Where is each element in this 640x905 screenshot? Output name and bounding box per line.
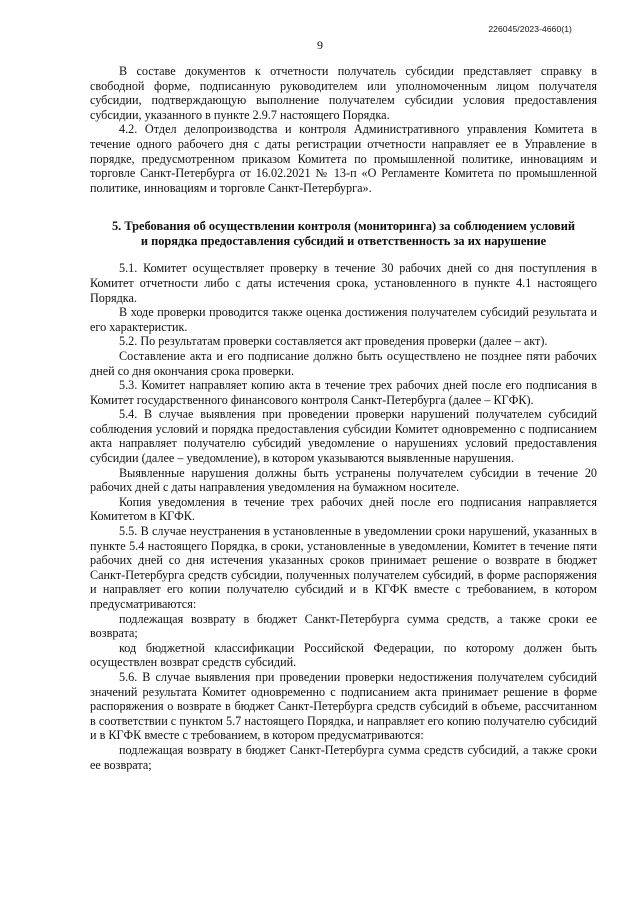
- paragraph-5-3: 5.3. Комитет направляет копию акта в течение трех рабочих дней после его подписания в Комитет государственного финансового контроля Санкт-Петербурга (далее – КГФК).: [90, 378, 597, 407]
- paragraph-5-6-item-amount: подлежащая возврату в бюджет Санкт-Петербурга сумма средств субсидий, а также сроки ее возврата;: [90, 742, 597, 772]
- page-number: 9: [317, 38, 323, 52]
- paragraph-5-2: 5.2. По результатам проверки составляется акт проведения проверки (далее – акт).: [119, 334, 548, 349]
- paragraph-5-1-evaluation: В ходе проверки проводится также оценка достижения получателем субсидий результата и его характеристик.: [90, 305, 597, 334]
- paragraph-4-2: 4.2. Отдел делопроизводства и контроля Административного управления Комитета в течение одного рабочего дня с даты регистрации отчетности направляет ее в Управление в порядке, предусмотренном приказом Комитета по промышленной политике, инновациям и торговле Санкт-Петербурга от 16.02.2021 № 13-п «О Регламенте Комитета по промышленной политике, инновациям и торговле Санкт-Петербурга».: [90, 122, 597, 195]
- paragraph-5-5-item-code: код бюджетной классификации Российской Федерации, по которому должен быть осуществлен возврат средств субсидий.: [90, 640, 597, 670]
- paragraph-5-4: 5.4. В случае выявления при проведении проверки нарушений получателем субсидий соблюдения условий и порядка предоставления субсидии Комитет одновременно с подписанием акта направляет получателю субсидий уведомление о нарушениях условий предоставления субсидии (далее – уведомление), в котором указываются выявленные нарушения.: [90, 407, 597, 466]
- paragraph-5-4-remedy: Выявленные нарушения должны быть устранены получателем субсидии в течение 20 рабочих дней с даты направления уведомления на бумажном носителе.: [90, 465, 597, 495]
- paragraph-5-2-deadline: Составление акта и его подписание должно быть осуществлено не позднее пяти рабочих дней со дня окончания срока проверки.: [90, 348, 597, 378]
- paragraph-5-4-copy: Копия уведомления в течение трех рабочих дней после его подписания направляется Комитетом в КГФК.: [90, 494, 597, 524]
- document-id: 226045/2023-4660(1): [488, 24, 572, 34]
- document-body: [90, 64, 597, 772]
- section-5-heading-line-2: и порядка предоставления субсидий и ответственность за их нарушение: [140, 234, 547, 249]
- paragraph-5-6: 5.6. В случае выявления при проведении проверки недостижения получателем субсидий значений результата Комитет одновременно с подписанием акта принимает решение в форме распоряжения о возврате в бюджет Санкт-Петербурга средств субсидий в объеме, рассчитанном в соответствии с пунктом 5.7 настоящего Порядка, и направляет его копию получателю субсидий и в КГФК вместе с требованием, в котором предусматриваются:: [90, 669, 597, 743]
- paragraph-5-1: 5.1. Комитет осуществляет проверку в течение 30 рабочих дней со дня поступления в Комитет отчетности либо с даты истечения срока, установленного в пункте 4.1 настоящего Порядка.: [90, 261, 597, 305]
- section-5-heading-line-1: 5. Требования об осуществлении контроля (мониторинга) за соблюдением условий: [111, 219, 576, 234]
- paragraph-5-5: 5.5. В случае неустранения в установленные в уведомлении сроки нарушений, указанных в пункте 5.4 настоящего Порядка, в сроки, установленные в уведомлении, Комитет в течение пяти рабочих дней со дня истечения указанных сроков принимает решение о возврате в бюджет Санкт-Петербурга средств субсидии, полученных получателем субсидий, в форме распоряжения и направляет его копии получателю субсидий и в КГФК вместе с требованием, в котором предусматриваются:: [90, 524, 597, 611]
- paragraph-5-5-item-amount: подлежащая возврату в бюджет Санкт-Петербурга сумма средств, а также сроки ее возврата;: [90, 611, 597, 641]
- paragraph-report-certificate: В составе документов к отчетности получатель субсидии представляет справку в свободной форме, подписанную руководителем или уполномоченным лицом получателя субсидии, подтверждающую выполнение получателем субсидии условия предоставления субсидии, указанного в пункте 2.9.7 настоящего Порядка.: [90, 64, 597, 122]
- section-5-heading: [90, 219, 597, 249]
